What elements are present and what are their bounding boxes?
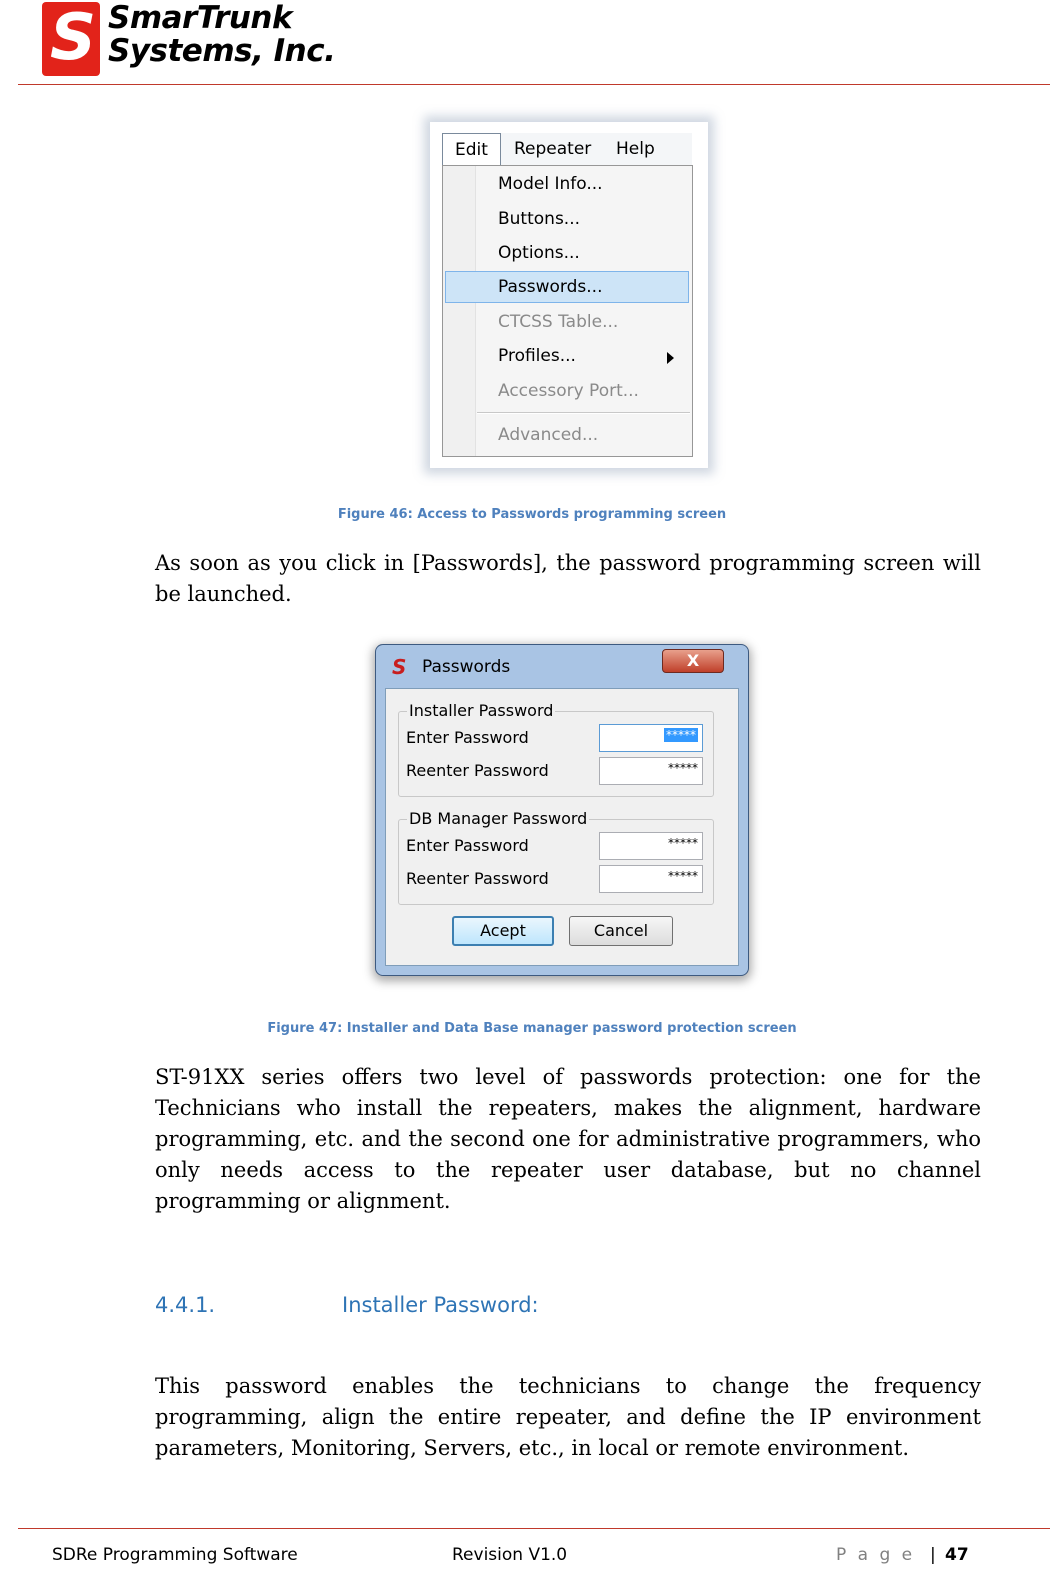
footer-page-label: P a g e (836, 1545, 916, 1565)
menu-item-ctcss-table: CTCSS Table... (498, 312, 619, 332)
dialog-title: Passwords (422, 657, 511, 677)
menu-item-passwords[interactable]: Passwords... (498, 277, 603, 297)
db-enter-password-field[interactable]: ***** (599, 832, 703, 860)
menu-item-buttons[interactable]: Buttons... (498, 209, 581, 229)
db-group-title: DB Manager Password (409, 809, 588, 828)
section-number: 4.4.1. (155, 1293, 216, 1317)
menu-item-model-info[interactable]: Model Info... (498, 174, 603, 194)
installer-reenter-password-field[interactable]: ***** (599, 757, 703, 785)
section-title: Installer Password: (342, 1293, 539, 1317)
logo-letter: S (50, 1, 97, 75)
passwords-dialog (375, 644, 749, 976)
app-icon: S (392, 655, 407, 679)
db-enter-label: Enter Password (406, 836, 529, 855)
menu-help[interactable]: Help (616, 139, 655, 159)
footer-document-title: SDRe Programming Software (52, 1545, 298, 1565)
company-logo (42, 2, 342, 78)
company-name-line1: SmarTrunk (108, 0, 293, 36)
footer-revision: Revision V1.0 (452, 1545, 568, 1565)
cancel-button[interactable]: Cancel (569, 916, 673, 946)
installer-enter-label: Enter Password (406, 728, 529, 747)
menu-item-profiles[interactable]: Profiles... (498, 346, 576, 366)
figure-46-caption: Figure 46: Access to Passwords programming screen (337, 507, 727, 522)
menu-bar (442, 133, 692, 166)
paragraph-passwords-intro: As soon as you click in [Passwords], the password programming screen will be launched. (155, 551, 981, 606)
footer-rule (18, 1528, 1050, 1529)
paragraph-installer-password: This password enables the technicians to change the frequency programming, align the entire repeater, and define the IP environment parameters, Monitoring, Servers, etc., in local or remote environment. (155, 1374, 981, 1460)
menu-item-options[interactable]: Options... (498, 243, 580, 263)
figure-47-caption: Figure 47: Installer and Data Base manager password protection screen (267, 1021, 797, 1036)
paragraph-two-levels: ST-91XX series offers two level of passwords protection: one for the Technicians who install the repeaters, makes the alignment, hardware programming, etc. and the second one for administrative programmers, who only needs access to the repeater user database, but no channel programming or alignment. (155, 1065, 981, 1213)
menu-separator (477, 412, 690, 414)
company-name-line2: Systems, Inc. (108, 33, 336, 69)
dialog-title-bar (376, 645, 748, 685)
installer-group-title: Installer Password (409, 701, 554, 720)
footer-page-number: 47 (945, 1545, 969, 1565)
edit-dropdown-menu (442, 165, 693, 457)
dialog-body (385, 688, 739, 966)
db-reenter-password-field[interactable]: ***** (599, 865, 703, 893)
close-button[interactable]: X (662, 649, 724, 673)
menu-item-advanced: Advanced... (498, 425, 599, 445)
header-rule (18, 84, 1050, 85)
logo-badge (42, 2, 100, 76)
db-reenter-label: Reenter Password (406, 869, 549, 888)
menu-item-accessory-port: Accessory Port... (498, 381, 639, 401)
menu-icon-gutter (443, 166, 476, 456)
logo-text (108, 2, 335, 68)
accept-button[interactable]: Acept (452, 916, 554, 946)
installer-enter-password-field[interactable] (599, 724, 703, 752)
menu-repeater[interactable]: Repeater (514, 139, 592, 159)
footer-page-separator: | (930, 1545, 936, 1565)
installer-enter-mask: ***** (666, 728, 696, 742)
menu-edit[interactable]: Edit (442, 133, 501, 166)
submenu-arrow-icon (667, 352, 674, 364)
installer-reenter-label: Reenter Password (406, 761, 549, 780)
